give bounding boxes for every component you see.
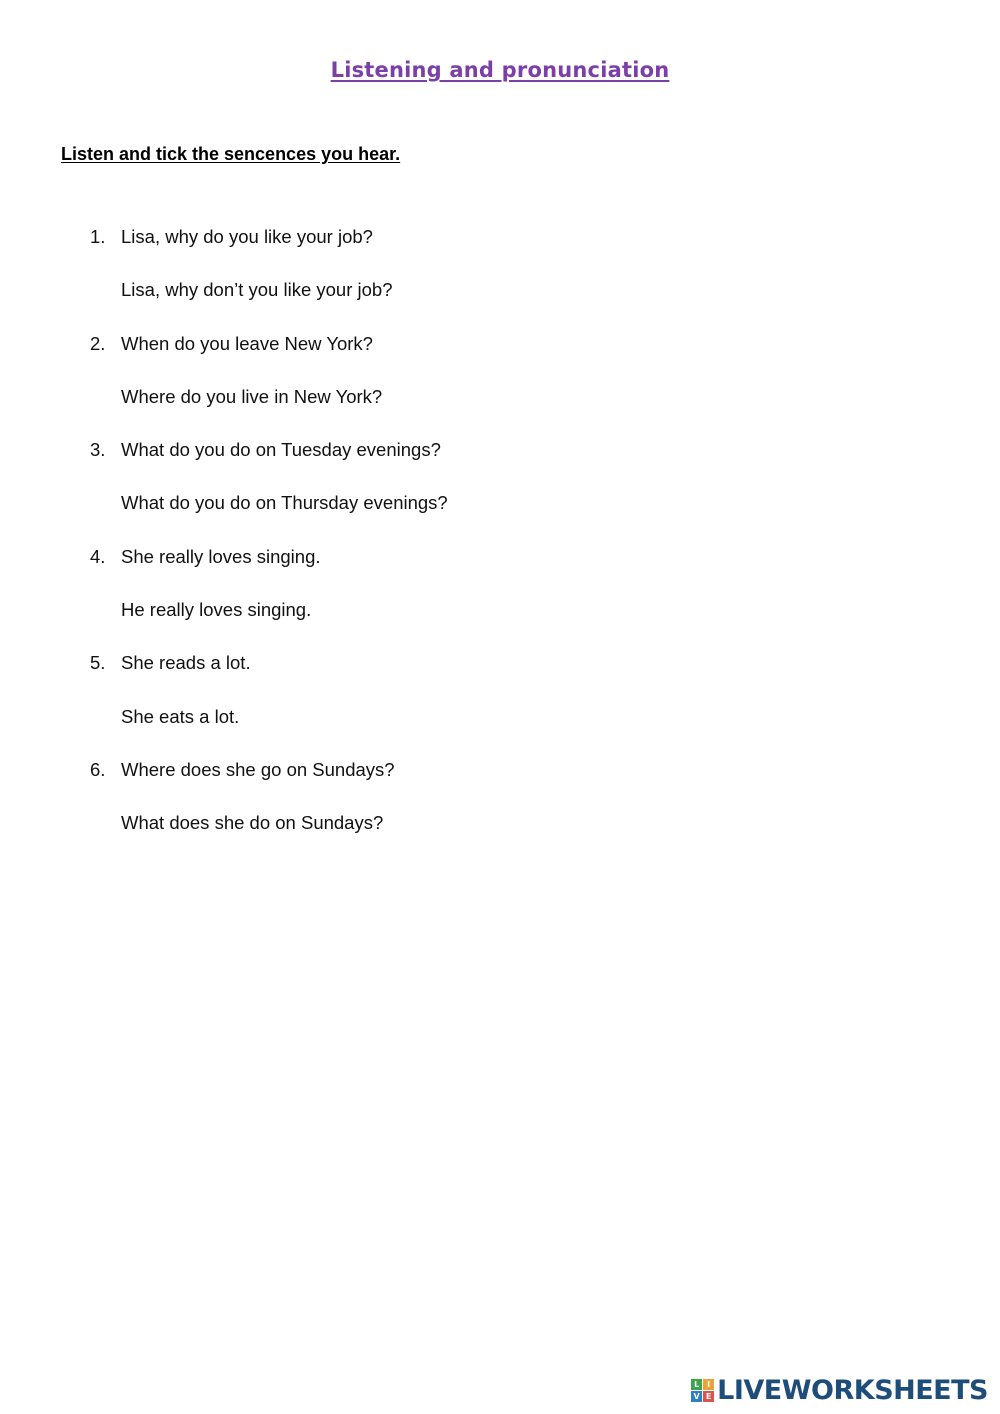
instruction-text: Listen and tick the sencences you hear. xyxy=(61,144,401,164)
logo-mark-icon xyxy=(691,1379,714,1402)
item-number: 2. xyxy=(90,332,106,354)
item-number: 1. xyxy=(90,226,106,247)
sentence-option[interactable]: What do you do on Tuesday evenings? xyxy=(121,439,441,461)
sentence-option[interactable]: Lisa, why do you like your job? xyxy=(121,226,373,247)
logo-mark-cell: V xyxy=(691,1391,702,1402)
item-number: 5. xyxy=(90,652,106,674)
sentence-option[interactable]: What do you do on Thursday evenings? xyxy=(121,492,448,514)
sentence-option[interactable]: She reads a lot. xyxy=(121,652,251,674)
list-item xyxy=(0,333,1000,440)
liveworksheets-logo xyxy=(691,1374,988,1406)
sentence-option[interactable]: He really loves singing. xyxy=(121,599,312,621)
sentence-option[interactable]: She eats a lot. xyxy=(121,705,240,727)
list-item xyxy=(0,546,1000,653)
sentence-option[interactable]: Lisa, why don’t you like your job? xyxy=(121,279,393,301)
item-number: 4. xyxy=(90,545,106,567)
sentence-option[interactable]: Where do you live in New York? xyxy=(121,385,383,407)
list-item xyxy=(0,759,1000,866)
logo-wordmark: LIVEWORKSHEETS xyxy=(717,1374,988,1406)
sentence-option[interactable]: Where does she go on Sundays? xyxy=(121,758,395,780)
sentence-option[interactable]: She really loves singing. xyxy=(121,545,321,567)
logo-mark-cell: L xyxy=(691,1379,702,1390)
logo-mark-cell: E xyxy=(703,1391,714,1402)
logo-mark-cell: I xyxy=(703,1379,714,1390)
sentence-option[interactable]: What does she do on Sundays? xyxy=(121,812,384,834)
item-number: 6. xyxy=(90,758,106,780)
worksheet-title: Listening and pronunciation xyxy=(330,58,670,82)
list-item xyxy=(0,652,1000,759)
sentence-list xyxy=(0,226,1000,866)
list-item xyxy=(0,226,1000,333)
item-number: 3. xyxy=(90,439,106,461)
sentence-option[interactable]: When do you leave New York? xyxy=(121,332,373,354)
list-item xyxy=(0,439,1000,546)
